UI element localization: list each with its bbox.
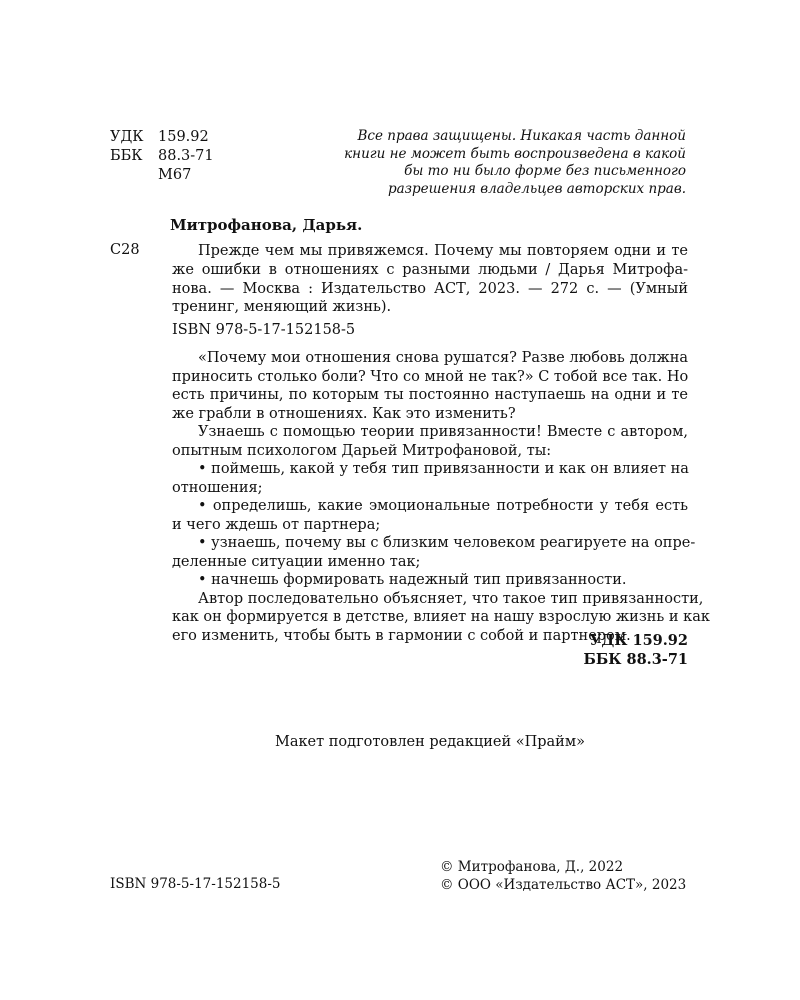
annotation-line: приносить столько боли? Что со мной не так?» С тобой все так. Но: [172, 368, 689, 385]
udk-value: 159.92: [158, 129, 209, 145]
isbn-main: ISBN 978-5-17-152158-5: [172, 322, 356, 338]
author-mark-row: [110, 166, 214, 185]
annotation-line: опытным психологом Дарьей Митрофановой, ты:: [172, 442, 552, 459]
annotation-bullet: • начнешь формировать надежный тип привязанности.: [198, 572, 627, 588]
annotation-bullet: • поймешь, какой у тебя тип привязанности и как он влияет на: [198, 461, 689, 477]
annotation-line: есть причины, по которым ты постоянно наступаешь на одни и те: [172, 387, 688, 403]
bib-line: нова. — Москва : Издательство АСТ, 2023. — 272 с. — (Умный: [172, 280, 688, 297]
bib-line: тренинг, меняющий жизнь).: [172, 299, 392, 316]
annotation-line: деленные ситуации именно так;: [172, 553, 421, 570]
annotation-line: же грабли в отношениях. Как это изменить?: [172, 405, 516, 422]
rights-line: разрешения владельцев авторских прав.: [387, 180, 686, 197]
rights-line: книги не может быть воспроизведена в какой: [344, 145, 686, 162]
annotation-bullet: • определишь, какие эмоциональные потребности у тебя есть: [198, 498, 688, 514]
annotation-line: Автор последовательно объясняет, что такое тип привязанности,: [198, 590, 704, 607]
bbk-label: ББК: [110, 148, 143, 164]
cutter-code: С28: [110, 242, 140, 258]
annotation: [172, 349, 710, 645]
isbn-footer: ISBN 978-5-17-152158-5: [110, 876, 281, 892]
bbk-row: [110, 147, 214, 166]
bibliographic-description: [172, 242, 688, 317]
annotation-line: отношения;: [172, 479, 263, 496]
copyright-block: [440, 858, 686, 894]
bbk-value: 88.3-71: [158, 148, 214, 164]
annotation-line: его изменить, чтобы быть в гармонии с собой и партнером.: [172, 627, 631, 644]
bbk-code: ББК 88.3-71: [583, 650, 688, 668]
rights-line: Все права защищены. Никакая часть данной: [357, 128, 686, 144]
udk-code: УДК 159.92: [589, 632, 688, 649]
copyright-line: © Митрофанова, Д., 2022: [440, 859, 624, 875]
copyright-line: © ООО «Издательство АСТ», 2023: [440, 877, 687, 893]
author-mark: М67: [158, 167, 192, 183]
layout-credit: Макет подготовлен редакцией «Прайм»: [275, 734, 585, 750]
annotation-line: и чего ждешь от партнера;: [172, 516, 381, 533]
classification-codes: [110, 128, 214, 185]
annotation-line: как он формируется в детстве, влияет на нашу взрослую жизнь и как: [172, 609, 710, 625]
rights-notice: [318, 128, 686, 198]
rights-line: бы то ни было форме без письменного: [404, 163, 686, 179]
bib-line: же ошибки в отношениях с разными людьми / Дарья Митрофа-: [172, 261, 688, 278]
annotation-line: Узнаешь с помощью теории привязанности! Вместе с автором,: [198, 424, 688, 440]
udk-label: УДК: [110, 129, 144, 145]
udk-row: [110, 128, 214, 147]
annotation-line: «Почему мои отношения снова рушатся? Разве любовь должна: [198, 350, 688, 366]
classification-codes-footer: [540, 632, 688, 669]
author-heading: Митрофанова, Дарья.: [170, 216, 363, 234]
bib-line: Прежде чем мы привяжемся. Почему мы повторяем одни и те: [198, 243, 688, 259]
annotation-bullet: • узнаешь, почему вы с близким человеком реагируете на опре-: [198, 535, 696, 551]
